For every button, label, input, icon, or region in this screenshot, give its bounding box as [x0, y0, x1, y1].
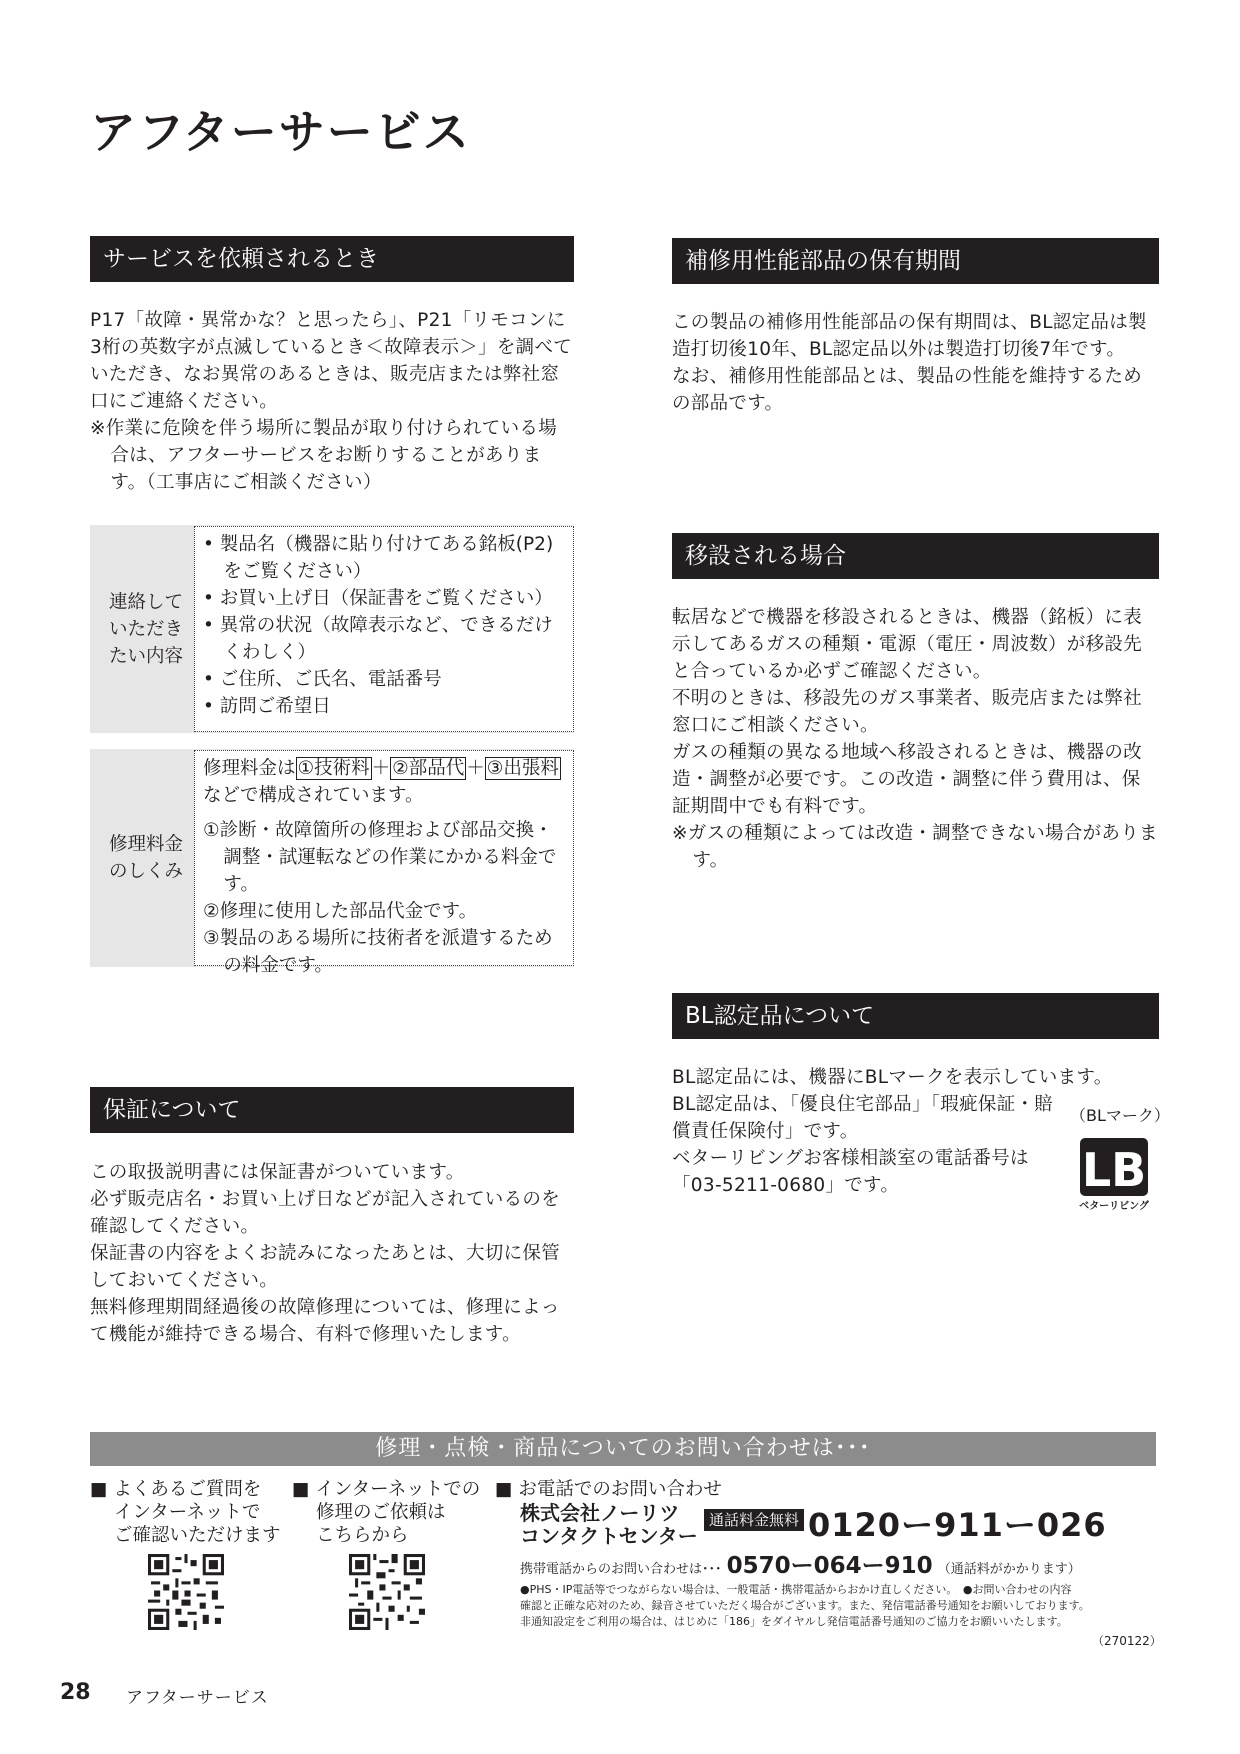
contact-info-label — [90, 525, 194, 733]
repair-fee-item: ②修理に使用した部品代金です。 — [203, 901, 478, 922]
repair-fee-content — [194, 750, 574, 976]
contact-info-label-line: 連絡して — [108, 591, 183, 613]
repair-fee-intro: 修理料金は ①技術料 ＋ ②部品代 ＋ ③出張料 などで構成されています。 — [203, 758, 559, 806]
warranty-line: この取扱説明書には保証書がついています。 — [90, 1162, 465, 1183]
page-title: アフターサービス — [90, 105, 471, 159]
web-repair-column-head: ■ インターネットでの 修理のご依頼は こちらから — [292, 1479, 481, 1546]
warranty-text — [90, 1159, 574, 1348]
relocation-para: 転居などで機器を移設されるときは、機器（銘板）に表示してあるガスの種類・電源（電圧・周波数）が移設先と合っているか必ずご確認ください。 — [672, 607, 1143, 682]
relocation-note: ※ガスの種類によっては改造・調整できない場合があります。 — [672, 823, 1158, 871]
bl-mark-icon — [1078, 1136, 1150, 1212]
bl-heading: BL認定品について — [672, 993, 1159, 1039]
contact-item: • 製品名（機器に貼り付けてある銘板(P2)をご覧ください） — [203, 534, 554, 582]
fee-parts: ②部品代 — [392, 758, 465, 779]
repair-fee-item: ①診断・故障箇所の修理および部品交換・調整・試運転などの作業にかかる料金です。 — [203, 820, 557, 895]
warranty-line: 保証書の内容をよくお読みになったあとは、大切に保管しておいてください。 — [90, 1243, 561, 1291]
contact-info-box — [90, 525, 574, 733]
parts-period-para: なお、補修用性能部品とは、製品の性能を維持するための部品です。 — [672, 366, 1143, 414]
company-name: 株式会社ノーリツ コンタクトセンター — [520, 1501, 698, 1548]
contact-info-label-line: たい内容 — [108, 645, 183, 667]
bl-line: ベターリビングお客様相談室の電話番号は「03-5211-0680」です。 — [672, 1148, 1029, 1196]
fee-travel: ③出張料 — [486, 758, 559, 779]
repair-fee-item: ③製品のある場所に技術者を派遣するための料金です。 — [203, 928, 553, 976]
phone-notes: ●PHS・IP電話等でつながらない場合は、一般電話・携帯電話からおかけ直しください。 ●お問い合わせの内容 確認と正確な応対のため、録音させていただく場合がございます。また、発信電話番号通知をお願いしております。 非通知設定をご利用の場合は、はじめに「186」をダイヤルし発信電話番号通知のご協力をお願いいたします。 — [520, 1583, 1090, 1628]
repair-fee-box — [90, 749, 574, 976]
repair-fee-label — [90, 749, 194, 967]
contact-item: • 訪問ご希望日 — [203, 696, 331, 717]
relocation-para: ガスの種類の異なる地域へ移設されるときは、機器の改造・調整が必要です。この改造・調整に伴う費用は、保証期間中でも有料です。 — [672, 742, 1143, 817]
faq-column-head: ■ よくあるご質問を インターネットで ご確認いただけます — [90, 1479, 281, 1546]
contact-info-label-line: いただき — [108, 618, 183, 640]
contact-item: • 異常の状況（故障表示など、できるだけくわしく） — [203, 615, 553, 663]
contact-item: • ご住所、ご氏名、電話番号 — [203, 669, 442, 690]
relocation-text — [672, 604, 1159, 874]
bl-line: BL認定品には、機器にBLマークを表示しています。 — [672, 1067, 1113, 1088]
service-request-note: ※作業に危険を伴う場所に製品が取り付けられている場合は、アフターサービスをお断りすることがあります。（工事店にご相談ください） — [90, 418, 558, 493]
web-repair-qr-code[interactable] — [349, 1554, 425, 1630]
relocation-para: 不明のときは、移設先のガス事業者、販売店または弊社窓口にご相談ください。 — [672, 688, 1143, 736]
bl-mark-caption: （BLマーク） — [1070, 1106, 1170, 1125]
inquiry-bar: 修理・点検・商品についてのお問い合わせは･･･ — [90, 1432, 1156, 1466]
plus-sign: ＋ — [466, 758, 485, 779]
parts-period-text — [672, 309, 1159, 417]
document-code: （270122） — [1092, 1634, 1162, 1648]
contact-info-content — [194, 526, 574, 732]
warranty-line: 必ず販売店名・お買い上げ日などが記入されているのを確認してください。 — [90, 1189, 561, 1237]
faq-qr-code[interactable] — [148, 1554, 224, 1630]
mobile-inquiry: 携帯電話からのお問い合わせは･･･ 0570ー064ー910 （通話料がかかります） — [520, 1553, 1081, 1579]
bl-mark-text: ベターリビング — [1079, 1201, 1149, 1212]
relocation-heading: 移設される場合 — [672, 533, 1159, 579]
fee-technical: ①技術料 — [297, 758, 370, 779]
free-call-badge: 通話料金無料 — [704, 1509, 804, 1531]
warranty-line: 無料修理期間経過後の故障修理については、修理によって機能が維持できる場合、有料で修理いたします。 — [90, 1297, 560, 1345]
service-request-para: P17「故障・異常かな？と思ったら」、P21「リモコンに3桁の英数字が点滅しているとき＜故障表示＞」を調べていただき、なお異常のあるときは、販売店または弊社窓口にご連絡ください。 — [90, 310, 573, 412]
phone-column-head: ■ お電話でのお問い合わせ — [495, 1479, 722, 1500]
parts-period-heading: 補修用性能部品の保有期間 — [672, 238, 1159, 284]
parts-period-para: この製品の補修用性能部品の保有期間は、BL認定品は製造打切後10年、BL認定品以外は製造打切後7年です。 — [672, 312, 1147, 360]
plus-sign: ＋ — [371, 758, 391, 779]
service-request-text — [90, 307, 574, 496]
repair-fee-label-line: のしくみ — [108, 861, 183, 882]
bl-line: BL認定品は、「優良住宅部品」「瑕疵保証・賠償責任保険付」です。 — [672, 1094, 1054, 1142]
bl-mark-letters: LB — [1081, 1143, 1147, 1197]
main-phone-number[interactable]: 0120ー911ー026 — [808, 1506, 1107, 1544]
warranty-heading: 保証について — [90, 1087, 574, 1133]
page-footer-label: アフターサービス — [126, 1688, 269, 1708]
repair-fee-label-line: 修理料金 — [108, 834, 183, 855]
service-request-heading: サービスを依頼されるとき — [90, 236, 574, 282]
mobile-phone-number[interactable]: 0570ー064ー910 — [726, 1553, 933, 1579]
contact-item: • お買い上げ日（保証書をご覧ください） — [203, 588, 553, 609]
page-number: 28 — [60, 1680, 91, 1705]
